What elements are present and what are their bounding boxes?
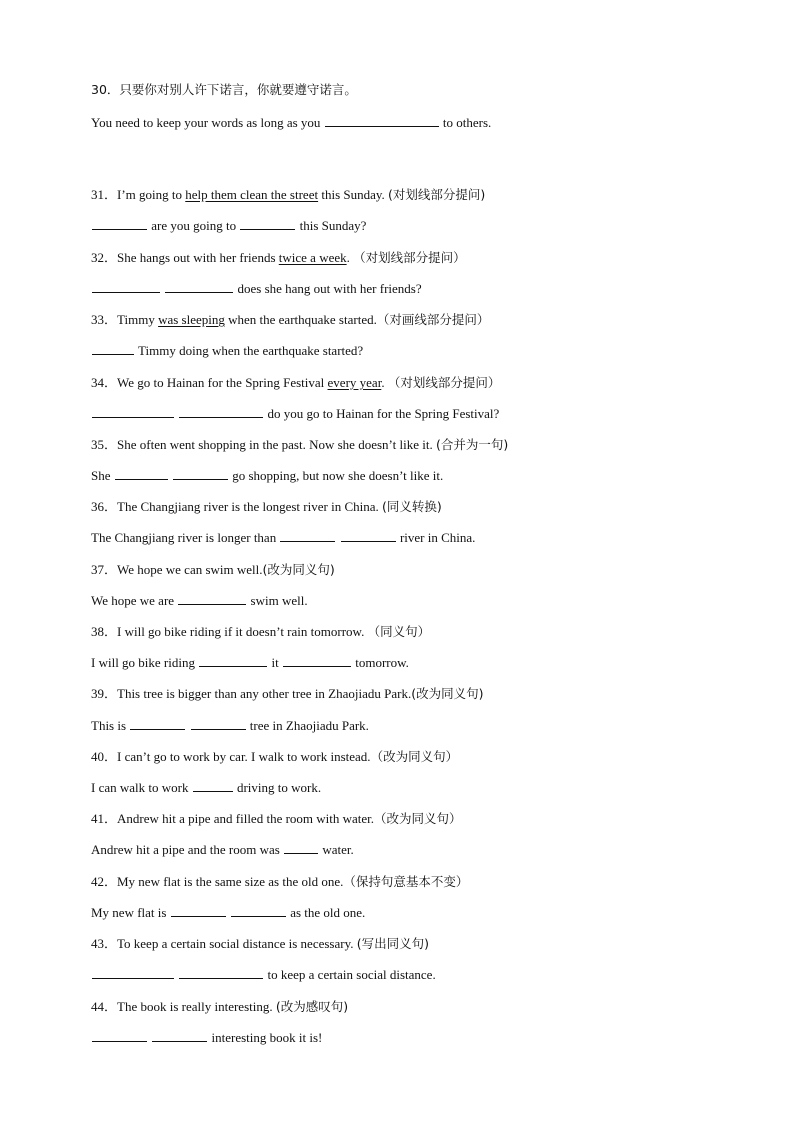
q38-blank-2[interactable] — [283, 653, 351, 667]
q34-number: 34．We go to Hainan for the Spring Festival — [91, 375, 328, 390]
q34-tail: . — [381, 375, 388, 390]
q42-prompt — [91, 872, 468, 892]
q44-text-1: interesting book it is! — [208, 1030, 323, 1045]
q31-answer-line — [91, 216, 366, 236]
q33-blank-1[interactable] — [92, 341, 134, 355]
q38-prompt — [91, 622, 430, 642]
q36-prompt — [91, 497, 442, 517]
q37-instruction: (改为同义句) — [262, 562, 335, 577]
q33-prompt — [91, 310, 489, 330]
q39-blank-1[interactable] — [130, 716, 185, 730]
q37-prompt — [91, 560, 335, 580]
q41-blank-1[interactable] — [284, 840, 318, 854]
q41-number: 41．Andrew hit a pipe and filled the room with water. — [91, 811, 375, 826]
q32-blank-2[interactable] — [165, 279, 233, 293]
q44-blank-2[interactable] — [152, 1028, 207, 1042]
q36-number: 36．The Changjiang river is the longest river in China. — [91, 499, 382, 514]
q31-text-1: are you going to — [148, 218, 240, 233]
q42-instruction: （保持句意基本不变） — [343, 874, 469, 889]
q35-text-1: go shopping, but now she doesn’t like it. — [229, 468, 444, 483]
q40-text-1: driving to work. — [233, 780, 322, 795]
q33-answer-line — [91, 341, 363, 361]
q42-blank-1[interactable] — [171, 903, 226, 917]
q44-number: 44．The book is really interesting. — [91, 999, 276, 1014]
q44-instruction: (改为感叹句) — [275, 999, 349, 1014]
q30-text-1: You need to keep your words as long as you — [91, 115, 324, 130]
q40-text-0: I can walk to work — [91, 780, 192, 795]
q34-prompt — [91, 373, 500, 393]
q42-text-1: as the old one. — [286, 905, 366, 920]
q37-blank-1[interactable] — [178, 591, 246, 605]
q40-answer-line — [91, 778, 321, 798]
q33-text-1: Timmy doing when the earthquake started? — [135, 343, 364, 358]
q34-underlined: every year — [327, 375, 382, 390]
q38-text-2: tomorrow. — [351, 655, 409, 670]
q32-tail: . — [346, 250, 354, 265]
q36-blank-1[interactable] — [280, 528, 335, 542]
q37-number: 37．We hope we can swim well. — [91, 562, 263, 577]
q43-blank-2[interactable] — [179, 965, 263, 979]
q32-underlined: twice a week — [278, 250, 347, 265]
q34-blank-1[interactable] — [92, 404, 174, 418]
q40-blank-1[interactable] — [193, 778, 233, 792]
q30-blank[interactable] — [325, 113, 439, 127]
q41-text-1: water. — [319, 842, 354, 857]
q30-answer-line — [91, 113, 491, 133]
q43-number: 43．To keep a certain social distance is necessary. — [91, 936, 357, 951]
q34-text-1: do you go to Hainan for the Spring Festival? — [264, 406, 500, 421]
q44-answer-line — [91, 1028, 322, 1048]
q41-prompt — [91, 809, 462, 829]
q32-number: 32．She hangs out with her friends — [91, 250, 279, 265]
q33-number: 33．Timmy — [91, 312, 159, 327]
q31-number: 31．I’m going to — [91, 187, 186, 202]
q41-text-0: Andrew hit a pipe and the room was — [91, 842, 284, 857]
q37-text-1: swim well. — [247, 593, 308, 608]
q38-text-0: I will go bike riding — [91, 655, 199, 670]
q39-number: 39．This tree is bigger than any other tree in Zhaojiadu Park. — [91, 686, 412, 701]
q35-blank-2[interactable] — [173, 466, 228, 480]
q32-instruction: （对划线部分提问） — [353, 250, 466, 265]
q44-blank-1[interactable] — [92, 1028, 147, 1042]
q37-text-0: We hope we are — [91, 593, 178, 608]
q38-blank-1[interactable] — [199, 653, 267, 667]
q32-prompt — [91, 248, 466, 268]
q40-number: 40．I can’t go to work by car. I walk to work instead. — [91, 749, 371, 764]
q40-prompt — [91, 747, 458, 767]
q35-prompt — [91, 435, 508, 455]
q37-answer-line — [91, 591, 308, 611]
q31-underlined: help them clean the street — [185, 187, 319, 202]
q36-instruction: (同义转换) — [382, 499, 442, 514]
q36-text-0: The Changjiang river is longer than — [91, 530, 280, 545]
q35-answer-line — [91, 466, 443, 486]
q39-prompt — [91, 684, 483, 704]
q36-answer-line — [91, 528, 475, 548]
q36-text-1: river in China. — [396, 530, 476, 545]
q42-text-0: My new flat is — [91, 905, 170, 920]
q30-prompt: 30．只要你对别人许下诺言，你就要遵守诺言。 — [91, 82, 357, 97]
q43-blank-1[interactable] — [92, 965, 174, 979]
q31-blank-2[interactable] — [240, 216, 295, 230]
q38-number: 38．I will go bike riding if it doesn’t rain tomorrow. — [91, 624, 368, 639]
q33-tail: when the earthquake started. — [224, 312, 377, 327]
q32-text-1: does she hang out with her friends? — [234, 281, 422, 296]
q43-prompt — [91, 934, 429, 954]
q43-text-1: to keep a certain social distance. — [264, 967, 436, 982]
q35-number: 35．She often went shopping in the past. Now she doesn’t like it. — [91, 437, 436, 452]
q35-blank-1[interactable] — [115, 466, 168, 480]
q42-blank-2[interactable] — [231, 903, 286, 917]
q34-answer-line — [91, 404, 499, 424]
q33-underlined: was sleeping — [158, 312, 225, 327]
q35-text-0: She — [91, 468, 114, 483]
q39-answer-line — [91, 716, 369, 736]
q31-tail: this Sunday. — [318, 187, 389, 202]
q30-text-2: to others. — [439, 115, 492, 130]
q43-instruction: (写出同义句) — [356, 936, 429, 951]
q39-text-0: This is — [91, 718, 130, 733]
q43-answer-line — [91, 965, 436, 985]
q38-text-1: it — [268, 655, 282, 670]
q42-answer-line — [91, 903, 365, 923]
q33-instruction: （对画线部分提问） — [376, 312, 490, 327]
q39-blank-2[interactable] — [191, 716, 246, 730]
q38-answer-line — [91, 653, 409, 673]
q39-instruction: (改为同义句) — [411, 686, 484, 701]
q34-blank-2[interactable] — [179, 404, 263, 418]
q31-prompt — [91, 185, 485, 205]
q31-instruction: (对划线部分提问) — [388, 187, 486, 202]
q38-instruction: （同义句） — [367, 624, 431, 639]
q31-blank-1[interactable] — [92, 216, 147, 230]
q42-number: 42．My new flat is the same size as the old one. — [91, 874, 344, 889]
q34-instruction: （对划线部分提问） — [387, 375, 501, 390]
q36-blank-2[interactable] — [341, 528, 396, 542]
q32-answer-line — [91, 279, 422, 299]
q39-text-1: tree in Zhaojiadu Park. — [246, 718, 369, 733]
q40-instruction: （改为同义句） — [370, 749, 459, 764]
q35-instruction: (合并为一句) — [435, 437, 509, 452]
q44-prompt — [91, 997, 348, 1017]
q41-instruction: （改为同义句） — [374, 811, 462, 826]
q31-text-2: this Sunday? — [296, 218, 367, 233]
q32-blank-1[interactable] — [92, 279, 160, 293]
q41-answer-line — [91, 840, 354, 860]
